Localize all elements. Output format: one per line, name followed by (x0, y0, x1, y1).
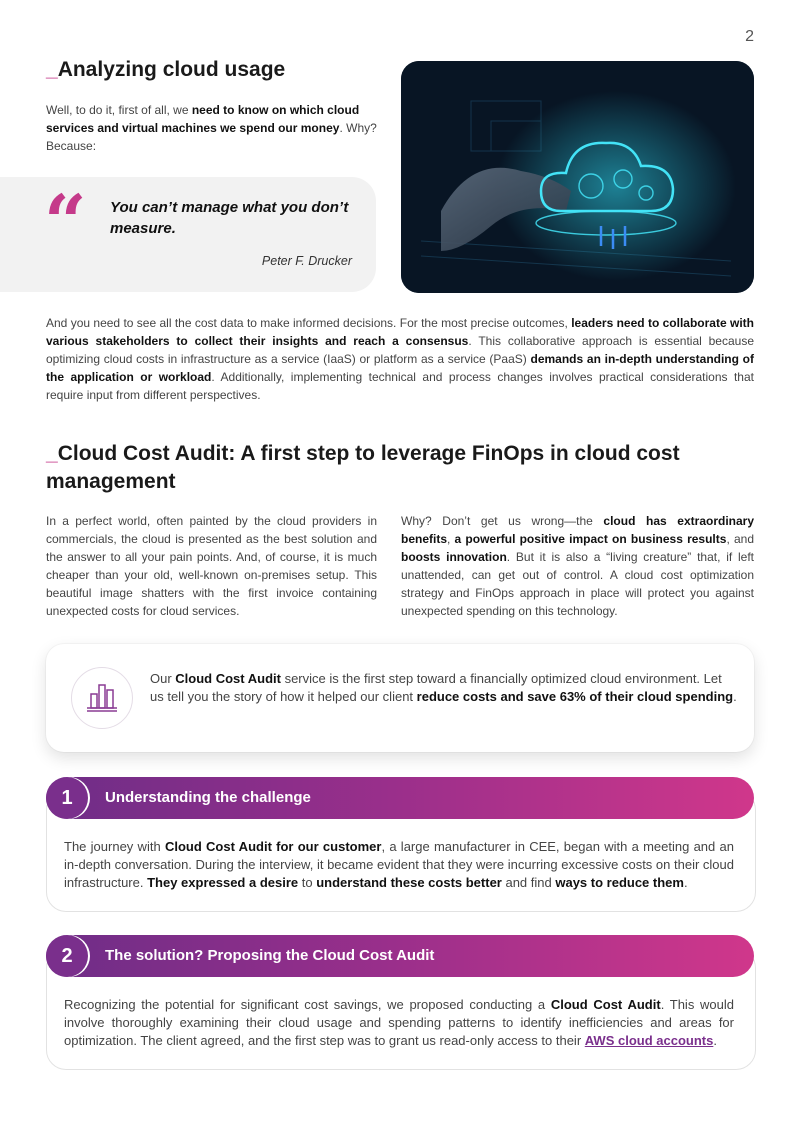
para2-text: And you need to see all the cost data to make informed decisions. For the most precise outcomes, (46, 316, 572, 330)
col-bold: boosts innovation (401, 550, 507, 564)
section-heading-cloud-cost-audit (46, 440, 706, 496)
col-text: . But it is also a “living creature” that, if left unattended, can get out of control. A cloud cost optimization strategy and FinOps approach in place will protect you against unexpected spending on this technology. (401, 550, 754, 618)
step-bold: ways to reduce them (555, 875, 684, 890)
step-span: and find (501, 875, 556, 890)
collaboration-paragraph (46, 314, 754, 404)
para2-bold: demands an in-depth understanding of the application or workload (46, 352, 755, 384)
bar-chart-icon-svg (72, 668, 132, 728)
right-column-paragraph (401, 512, 754, 620)
step-span: to (298, 875, 317, 890)
col-bold: a powerful positive impact on business results (454, 532, 727, 546)
step-span: , a large manufacturer in CEE, began with a meeting and an in-depth conversation. During the interview, it became evident that they were incurring excessive costs on their cloud infrastructure. (64, 839, 734, 890)
intro-bold: need to know on which cloud services and virtual machines we spend our money (46, 103, 360, 135)
step-number-badge-2: 2 (46, 935, 88, 977)
quote-mark-icon: “ (44, 180, 87, 266)
section-heading-analyzing (46, 58, 285, 82)
para2-text: . Additionally, implementing technical and process changes involves practical considerations that require input from different perspectives. (46, 370, 754, 402)
heading-accent: _ (46, 442, 58, 465)
col-text: , and (726, 532, 754, 546)
step-span: The journey with (64, 839, 165, 854)
step-bold: They expressed a desire (147, 875, 299, 890)
callout-span: service is the first step toward a financially optimized cloud environment. Let us tell you the story of how it helped our client (150, 671, 722, 704)
intro-paragraph (46, 101, 378, 155)
step-text-1 (64, 838, 734, 892)
aws-cloud-accounts-link[interactable]: AWS cloud accounts (584, 1033, 714, 1048)
callout-text (150, 670, 738, 706)
callout-bold: Cloud Cost Audit (175, 671, 281, 686)
callout-span: Our (150, 671, 176, 686)
step-bold: Cloud Cost Audit for our customer (164, 839, 382, 854)
step-title-2: The solution? Proposing the Cloud Cost Audit (105, 947, 435, 964)
quote-text: You can’t manage what you don’t measure. (110, 199, 349, 237)
step-bold: understand these costs better (316, 875, 502, 890)
cloud-technology-photo (401, 61, 754, 293)
bar-chart-icon (71, 667, 133, 729)
cloud-illustration (401, 61, 754, 293)
step-span: . (683, 875, 688, 890)
para2-bold: leaders need to collaborate with various stakeholders to collect their insights and reach a consensus (46, 316, 754, 348)
step-text-2 (64, 996, 734, 1050)
col-text: , (447, 532, 455, 546)
heading-accent: _ (46, 58, 58, 81)
quote-author: Peter F. Drucker (261, 254, 352, 268)
left-column-paragraph: In a perfect world, often painted by the cloud providers in commercials, the cloud is presented as the best solution and the answer to all your pain points. And, of course, it is much cheaper than your old, well-known on-premises setup. This beautiful image shatters with the first invoice containing unexpected costs for cloud services. (46, 514, 377, 618)
intro-text-end: . Why? Because: (46, 121, 377, 153)
step-number-badge-1: 1 (46, 777, 88, 819)
step-span: . (713, 1033, 717, 1048)
callout-span: . (733, 689, 737, 704)
step-span: . This would involve thoroughly examining their cloud usage and spending patterns to identify inefficiencies and areas for optimization. The client agreed, and the first step was to grant us read-only access to their (64, 997, 734, 1048)
step-span: Recognizing the potential for significant cost savings, we proposed conducting a (64, 997, 551, 1012)
step-title-1: Understanding the challenge (105, 789, 311, 806)
heading-text: Cloud Cost Audit: A first step to leverage FinOps in cloud cost management (46, 442, 680, 493)
heading-text: Analyzing cloud usage (57, 58, 286, 81)
col-text: Why? Don’t get us wrong—the (401, 514, 604, 528)
col-bold: cloud has extraordinary benefits (401, 514, 755, 546)
callout-bold: reduce costs and save 63% of their cloud spending (416, 689, 734, 704)
intro-text: Well, to do it, first of all, we (46, 103, 192, 117)
para2-text: . This collaborative approach is essential because optimizing cloud costs in infrastructure as a service (IaaS) or platform as a service (PaaS) (46, 334, 754, 366)
step-bold: Cloud Cost Audit (550, 997, 661, 1012)
page-number: 2 (745, 28, 754, 45)
